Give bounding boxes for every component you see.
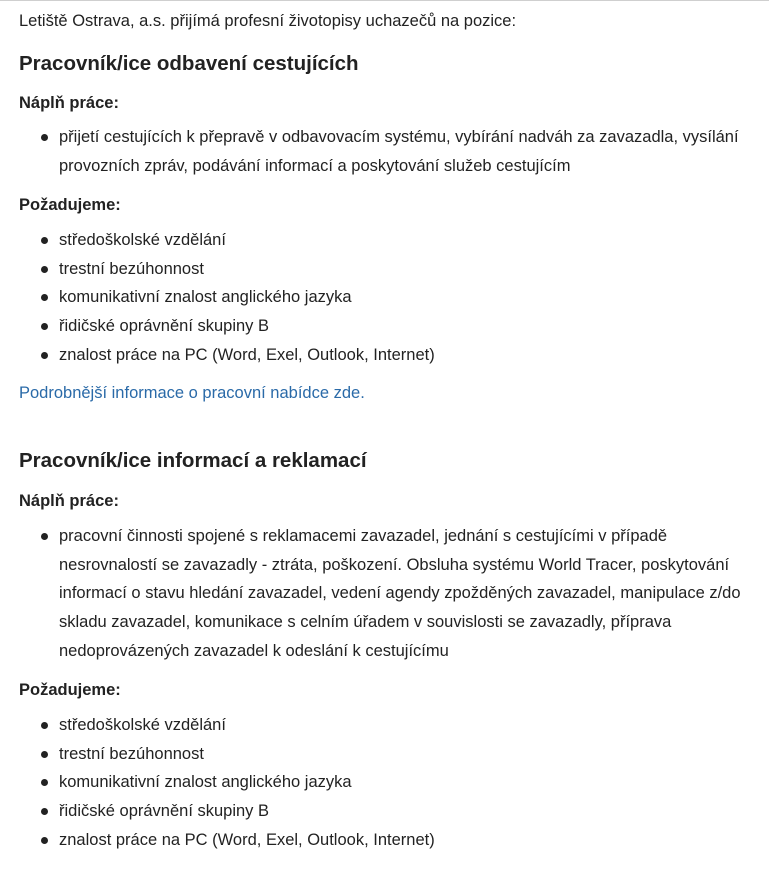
bullet-icon (41, 266, 48, 273)
list-item (59, 522, 764, 665)
list-item (59, 740, 764, 769)
bullet-icon (41, 751, 48, 758)
list-item (59, 312, 764, 341)
list-item (59, 768, 764, 797)
more-info-link[interactable]: Podrobnější informace o pracovní nabídce zde. (19, 384, 365, 403)
list-item (59, 255, 764, 284)
bullet-icon (41, 722, 48, 729)
bullet-icon (41, 323, 48, 330)
duties-heading: Náplň práce: (19, 94, 119, 112)
bullet-icon (41, 352, 48, 359)
requirement-text: řidičské oprávnění skupiny B (59, 316, 270, 335)
requirement-text: komunikativní znalost anglického jazyka (59, 288, 352, 307)
duty-text: přijetí cestujících k přepravě v odbavovacím systému, vybírání nadváh za zavazadla, vysílání provozních zpráv, podávání informací a poskytování služeb cestujícím (59, 128, 739, 175)
requirement-text: trestní bezúhonnost (59, 259, 204, 278)
duties-list (19, 522, 764, 665)
list-item (59, 226, 764, 255)
list-item (59, 711, 764, 740)
bullet-icon (41, 237, 48, 244)
requirement-text: znalost práce na PC (Word, Exel, Outlook, Internet) (59, 830, 435, 849)
top-divider (0, 0, 769, 1)
list-item (59, 341, 764, 370)
requirements-list (19, 226, 764, 369)
requirement-text: středoškolské vzdělání (59, 231, 226, 250)
duty-text: pracovní činnosti spojené s reklamacemi zavazadel, jednání s cestujícími v případě nesrovnalostí se zavazadly - ztráta, poškození. Obsluha systému World Tracer, poskytování informací o stavu hledání zavazadel, vedení agendy zpožděných zavazadel, manipulace z/do skladu zavazadel, komunikace s celním úřadem v souvislosti se zavazadly, příprava nedoprovázených zavazadel k odeslání k cestujícímu (59, 527, 741, 660)
job-listing-content (19, 8, 764, 854)
position-title-information-claims: Pracovník/ice informací a reklamací (19, 449, 367, 473)
requirement-text: komunikativní znalost anglického jazyka (59, 773, 352, 792)
list-item (59, 283, 764, 312)
bullet-icon (41, 134, 48, 141)
bullet-icon (41, 837, 48, 844)
requirement-text: středoškolské vzdělání (59, 716, 226, 735)
requirement-text: řidičské oprávnění skupiny B (59, 801, 270, 820)
requirement-text: trestní bezúhonnost (59, 744, 204, 763)
list-item (59, 123, 764, 180)
requirement-text: znalost práce na PC (Word, Exel, Outlook, Internet) (59, 345, 435, 364)
duties-heading: Náplň práce: (19, 492, 119, 511)
requirements-heading: Požadujeme: (19, 196, 121, 215)
bullet-icon (41, 294, 48, 301)
requirements-list (19, 711, 764, 854)
bullet-icon (41, 808, 48, 815)
position-title-check-in: Pracovník/ice odbavení cestujících (19, 52, 359, 75)
list-item (59, 826, 764, 855)
requirements-heading: Požadujeme: (19, 681, 121, 700)
intro-text: Letiště Ostrava, a.s. přijímá profesní životopisy uchazečů na pozice: (19, 12, 517, 30)
bullet-icon (41, 779, 48, 786)
duties-list (19, 123, 764, 180)
bullet-icon (41, 533, 48, 540)
list-item (59, 797, 764, 826)
